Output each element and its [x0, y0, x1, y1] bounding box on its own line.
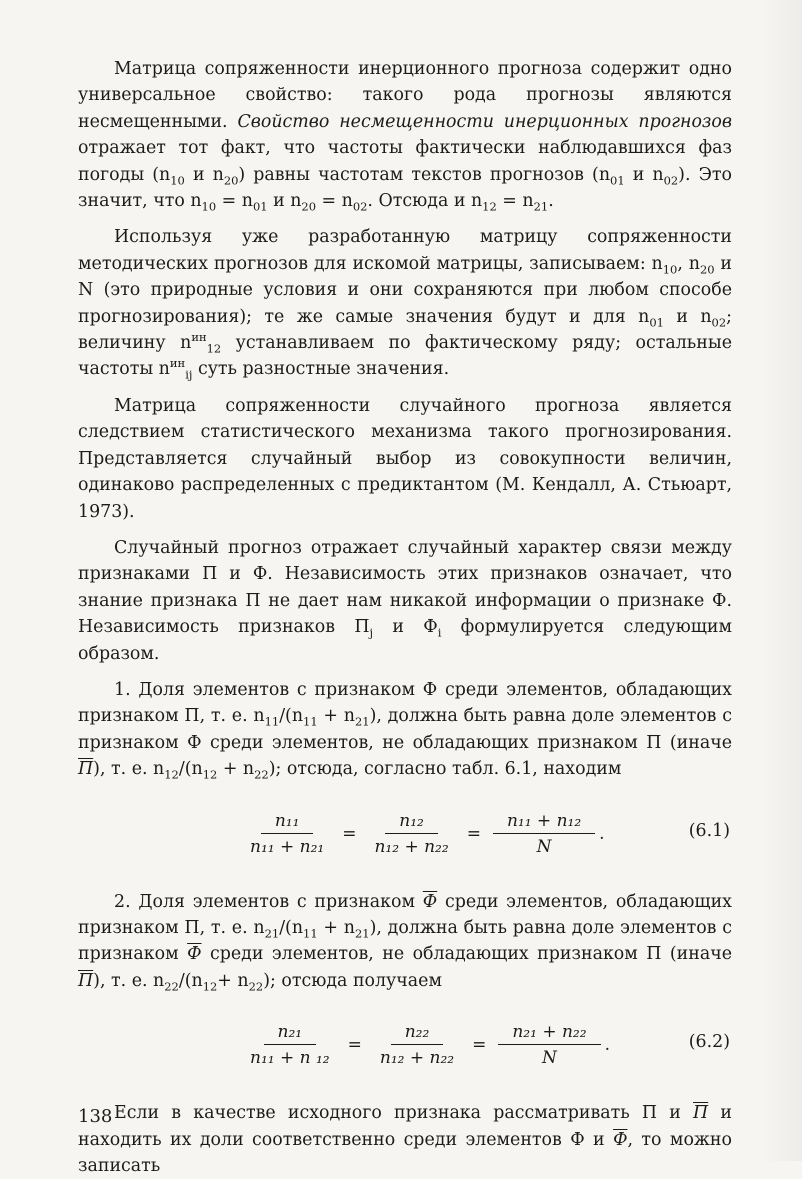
- equation-label: (6.2): [688, 1032, 730, 1053]
- equation-6-2: $\frac{\text{n₂₁}}{\text{n₁₁ + n ₁₂}}$ = $\frac{\text{n₂₂}}{\text{n₁₂ + n₂₂}}$ = $\frac{\text{n₂₁ + n₂₂}}{N}$ . (6.2): [78, 1008, 732, 1082]
- paragraph-6: 2. Доля элементов с признаком Ф среди элементов, обладающих признаком П, т. е. $n_{21}/(n_{11} + n_{21})$, должна быть равна доле элементов с признаком Ф среди элементов, не обладающих признаком П (иначе П), т. е. $n_{22}/(n_{12}+ n_{22})$; отсюда получаем: [78, 891, 733, 994]
- paragraph-1: Матрица сопряженности инерционного прогноза содержит одно универсальное свойство: такого рода прогнозы являются несмещенными. Свойство несмещенности инерционных прогнозов отражает тот факт, что частоты фактически наблюдавшихся фаз погоды ($n_{10}$ и $n_{20}$) равны частотам текстов прогнозов ($n_{01}$ и $n_{02}$). Это значит, что $n_{10} = n_{01}$ и $n_{20} = n_{02}$. Отсюда и $n_{12} = n_{21}$.: [78, 59, 732, 214]
- fraction: $\frac{\text{n₁₁}}{\text{n₁₁ + n₂₁}}$: [250, 810, 325, 857]
- phi-overbar: Ф: [422, 891, 438, 912]
- pi-overbar: П: [693, 1103, 709, 1124]
- paragraph-7: Если в качестве исходного признака рассматривать П и П и находить их доли соответственно среди элементов Ф и Ф, то можно записать: [78, 1103, 732, 1176]
- pi-overbar: П: [78, 970, 94, 991]
- paragraph-2: Используя уже разработанную матрицу сопряженности методических прогнозов для искомой матрицы, записываем: $n_{10}$, $n_{20}$ и N (это природные условия и они сохраняются при любом способе прогнозирования); те же самые значения будут и для $n_{01}$ и $n_{02}$; величину $n^{ин}_{12}$ устанавливаем по фактическому ряду; остальные частоты $n^{ин}_{ij}$ суть разностные значения.: [78, 227, 733, 382]
- pi-overbar: П: [78, 759, 94, 780]
- equation-6-1: $\frac{\text{n₁₁}}{\text{n₁₁ + n₂₁}}$ = $\frac{\text{n₁₂}}{\text{n₁₂ + n₂₂}}$ = $\frac{\text{n₁₁ + n₁₂}}{N}$ . (6.1): [78, 797, 732, 871]
- fraction: $\frac{\text{n₂₂}}{\text{n₁₂ + n₂₂}}$: [379, 1022, 455, 1069]
- italic-phrase: Свойство несмещенности инерционных прогнозов: [237, 111, 732, 132]
- page-number: 138: [78, 1106, 113, 1127]
- page-edge-shadow: [762, 0, 802, 1161]
- phi-overbar: Ф: [187, 944, 202, 965]
- fraction: $\frac{\text{n₂₁ + n₂₂}}{N}$: [494, 1022, 604, 1068]
- equation-label: (6.1): [688, 820, 730, 841]
- paragraph-5: 1. Доля элементов с признаком Ф среди элементов, обладающих признаком П, т. е. $n_{11}/(n_{11} + n_{21})$, должна быть равна доле элементов с признаком Ф среди элементов, не обладающих признаком П (иначе П), т. е. $n_{12}/(n_{12} + n_{22})$; отсюда, согласно табл. 6.1, находим: [78, 679, 732, 782]
- paragraph-4: Случайный прогноз отражает случайный характер связи между признаками П и Ф. Независимость этих признаков означает, что знание признака П не дает нам никакой информации о признаке Ф. Независимость признаков $П_j$ и $Ф_i$ формулируется следующим образом.: [78, 537, 732, 664]
- fraction: $\frac{\text{n₁₁ + n₁₂}}{N}$: [489, 811, 599, 857]
- paragraph-3: Матрица сопряженности случайного прогноза является следствием статистического механизма такого прогнозирования. Представляется случайный выбор из совокупности величин, одинаково распределенных с предиктантом (М. Кендалл, А. Стьюарт, 1973).: [78, 395, 732, 522]
- phi-overbar: Ф: [613, 1129, 628, 1150]
- fraction: $\frac{\text{n₁₂}}{\text{n₁₂ + n₂₂}}$: [374, 810, 449, 857]
- fraction: $\frac{\text{n₂₁}}{\text{n₁₁ + n ₁₂}}$: [250, 1022, 330, 1069]
